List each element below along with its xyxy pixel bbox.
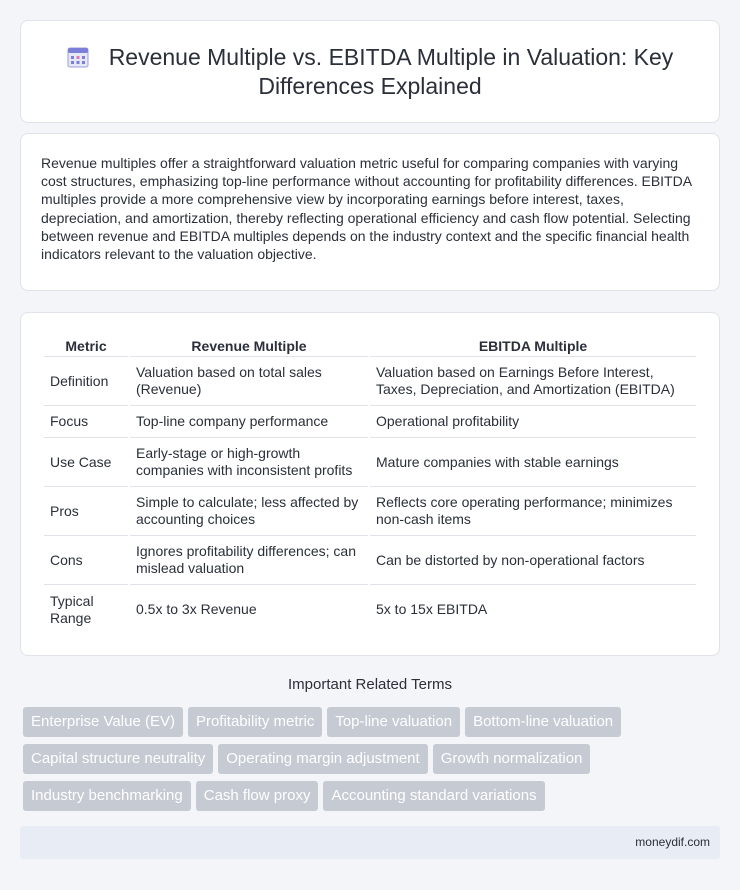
tag-cash-flow-proxy[interactable]: Cash flow proxy [196, 781, 319, 811]
table-row [44, 536, 696, 585]
tag-enterprise-value[interactable]: Enterprise Value (EV) [23, 707, 183, 737]
tag-accounting-standard-variations[interactable]: Accounting standard variations [323, 781, 544, 811]
tag-row [23, 781, 723, 818]
table-cell-revenue: Top-line company performance [130, 406, 368, 438]
table-cell-metric: Definition [44, 357, 128, 406]
tag-capital-structure-neutrality[interactable]: Capital structure neutrality [23, 744, 213, 774]
table-cell-ebitda: 5x to 15x EBITDA [376, 601, 488, 617]
page-title-text: Revenue Multiple vs. EBITDA Multiple in Valuation: Key Differences Explained [108, 44, 674, 99]
column-header-ebitda-multiple: EBITDA Multiple [370, 333, 696, 357]
tag-operating-margin-adjustment[interactable]: Operating margin adjustment [218, 744, 427, 774]
table-cell-ebitda: Operational profitability [370, 406, 696, 438]
header-card [20, 20, 720, 123]
table-cell-revenue: Early-stage or high-growth companies with inconsistent profits [130, 438, 368, 487]
related-terms-tags [23, 707, 723, 818]
footer-site-name[interactable]: moneydif.com [635, 835, 710, 849]
table-cell-ebitda: Can be distorted by non-operational factors [370, 536, 696, 585]
tag-profitability-metric[interactable]: Profitability metric [188, 707, 322, 737]
table-cell-ebitda: Reflects core operating performance; minimizes non-cash items [370, 487, 696, 536]
calendar-grid-icon [67, 46, 89, 68]
table-row [44, 585, 696, 634]
table-cell-revenue: 0.5x to 3x Revenue [136, 601, 257, 617]
page-title [41, 43, 699, 101]
table-row [44, 406, 696, 438]
table-cell-revenue: Ignores profitability differences; can mislead valuation [130, 536, 368, 585]
column-header-metric: Metric [44, 333, 128, 357]
tag-row [23, 744, 723, 781]
comparison-table [42, 333, 698, 634]
table-cell-ebitda: Mature companies with stable earnings [370, 438, 696, 487]
table-cell-ebitda: Valuation based on Earnings Before Interest, Taxes, Depreciation, and Amortization (EBITDA) [370, 357, 696, 406]
tag-bottom-line-valuation[interactable]: Bottom-line valuation [465, 707, 621, 737]
footer-bar [20, 826, 720, 859]
table-cell-metric: Cons [44, 536, 128, 585]
table-cell-metric: Pros [44, 487, 128, 536]
table-row [44, 487, 696, 536]
table-row [44, 438, 696, 487]
related-terms-heading: Important Related Terms [288, 676, 452, 693]
tag-growth-normalization[interactable]: Growth normalization [433, 744, 591, 774]
summary-card [20, 133, 720, 291]
tag-top-line-valuation[interactable]: Top-line valuation [327, 707, 460, 737]
table-row [44, 357, 696, 406]
table-cell-metric: Typical Range [50, 592, 94, 626]
table-header-row [44, 333, 696, 357]
table-cell-revenue: Simple to calculate; less affected by accounting choices [130, 487, 368, 536]
tag-row [23, 707, 723, 744]
column-header-revenue-multiple: Revenue Multiple [130, 333, 368, 357]
summary-paragraph: Revenue multiples offer a straightforward valuation metric useful for comparing companies with varying cost structures, emphasizing top-line performance without accounting for profitability differences. EBITDA multiples provide a more comprehensive view by incorporating earnings before interest, taxes, depreciation, and amortization, thereby reflecting operational efficiency and cash flow potential. Selecting between revenue and EBITDA multiples depends on the industry context and the specific financial health indicators relevant to the valuation objective. [41, 155, 692, 263]
table-cell-metric: Use Case [44, 438, 128, 487]
table-cell-revenue: Valuation based on total sales (Revenue) [130, 357, 368, 406]
tag-industry-benchmarking[interactable]: Industry benchmarking [23, 781, 191, 811]
comparison-table-card [20, 312, 720, 656]
table-cell-metric: Focus [44, 406, 128, 438]
